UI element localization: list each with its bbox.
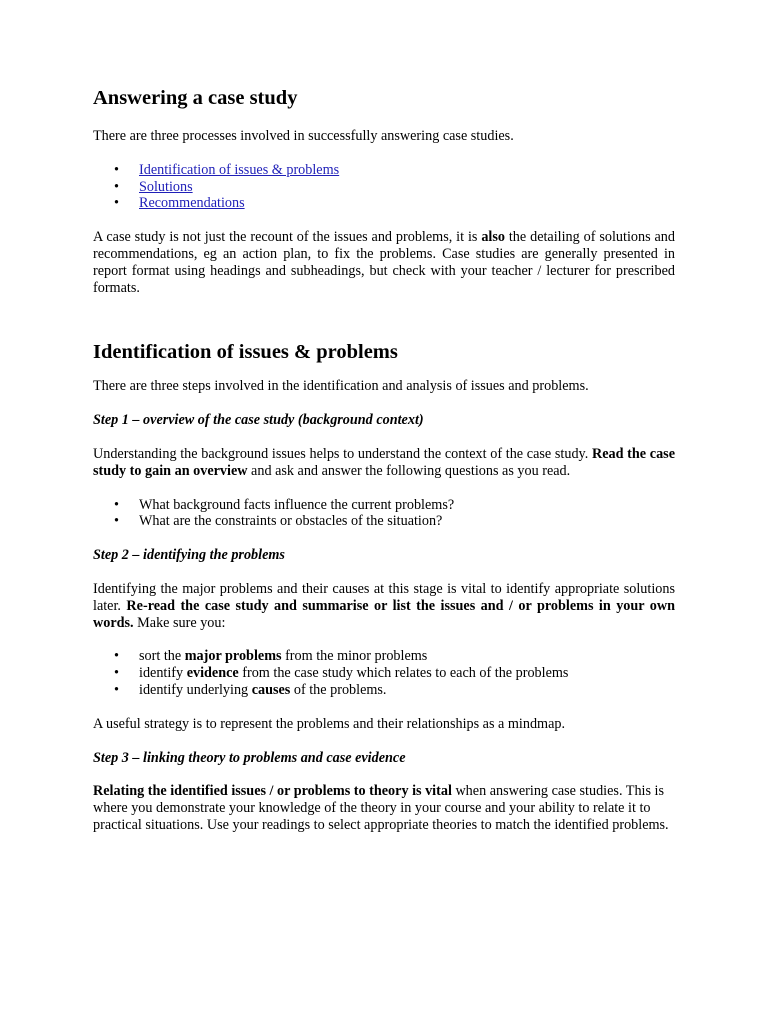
- emphasis-text: evidence: [186, 665, 239, 682]
- text-run: the detailing of solutions and recommendations, eg an action plan, to fix the problems. Case studies are generally presented in report format using headings and subheadings, but check with your teacher / lecturer for prescribed formats.: [93, 229, 675, 296]
- step2-paragraph: [93, 581, 675, 631]
- emphasis-text: also: [481, 229, 505, 246]
- list-item: [93, 179, 675, 196]
- text-run: sort the: [139, 648, 185, 665]
- link-identification[interactable]: Identification of issues & problems: [139, 161, 340, 178]
- process-list: [93, 162, 675, 212]
- list-item: [93, 513, 675, 530]
- bullet-icon: •: [114, 681, 119, 698]
- list-item-text: What are the constraints or obstacles of the situation?: [139, 513, 443, 530]
- bullet-icon: •: [114, 195, 119, 212]
- bullet-icon: •: [114, 178, 119, 195]
- link-solutions[interactable]: Solutions: [139, 178, 193, 195]
- section-heading: Identification of issues & problems: [93, 341, 398, 364]
- list-item: [93, 195, 675, 212]
- bullet-icon: •: [114, 665, 119, 682]
- step1-paragraph: [93, 446, 675, 480]
- step3-paragraph: [93, 783, 675, 833]
- text-run: identify: [139, 665, 187, 682]
- list-item: [93, 682, 675, 699]
- step2-heading: Step 2 – identifying the problems: [93, 547, 285, 564]
- bullet-icon: •: [114, 496, 119, 513]
- list-item: [93, 648, 675, 665]
- document-body: [93, 86, 675, 834]
- text-run: from the minor problems: [281, 648, 428, 665]
- emphasis-text: causes: [251, 681, 291, 698]
- text-run: and ask and answer the following questions as you read.: [247, 462, 571, 479]
- emphasis-text: major problems: [184, 648, 282, 665]
- link-recommendations[interactable]: Recommendations: [139, 195, 245, 212]
- text-run: of the problems.: [290, 681, 387, 698]
- emphasis-text: Relating the identified issues / or problems to theory is vital: [93, 783, 452, 800]
- bullet-icon: •: [114, 513, 119, 530]
- step3-heading: Step 3 – linking theory to problems and case evidence: [93, 749, 406, 766]
- step2-item-list: [93, 648, 675, 698]
- bullet-icon: •: [114, 161, 119, 178]
- emphasis-text: Read the case study to gain an overview: [93, 445, 675, 479]
- text-run: Identifying the major problems and their causes at this stage is vital to identify appropriate solutions later.: [93, 580, 675, 614]
- text-run: Make sure you:: [133, 614, 226, 631]
- list-item: [93, 162, 675, 179]
- text-run: A case study is not just the recount of the issues and problems, it is: [93, 229, 482, 246]
- text-run: Understanding the background issues helps to understand the context of the case study.: [93, 445, 592, 462]
- step1-heading: Step 1 – overview of the case study (background context): [93, 412, 424, 429]
- step1-question-list: [93, 497, 675, 531]
- text-run: identify underlying: [139, 681, 252, 698]
- list-item-text: What background facts influence the current problems?: [139, 496, 455, 513]
- list-item: [93, 497, 675, 514]
- emphasis-text: Re-read the case study and summarise or list the issues and / or problems in your own words.: [93, 597, 675, 631]
- page-title: Answering a case study: [93, 87, 298, 109]
- text-run: when answering case studies. This is where you demonstrate your knowledge of the theory in your course and your ability to relate it to practical situations. Use your readings to select appropriate theories to match the identified problems.: [93, 783, 669, 833]
- overview-paragraph: [93, 229, 675, 296]
- bullet-icon: •: [114, 648, 119, 665]
- text-run: from the case study which relates to each of the problems: [238, 665, 569, 682]
- strategy-paragraph: A useful strategy is to represent the problems and their relationships as a mindmap.: [93, 715, 566, 732]
- list-item: [93, 665, 675, 682]
- section-intro: There are three steps involved in the identification and analysis of issues and problems.: [93, 378, 589, 395]
- intro-paragraph: There are three processes involved in successfully answering case studies.: [93, 128, 514, 144]
